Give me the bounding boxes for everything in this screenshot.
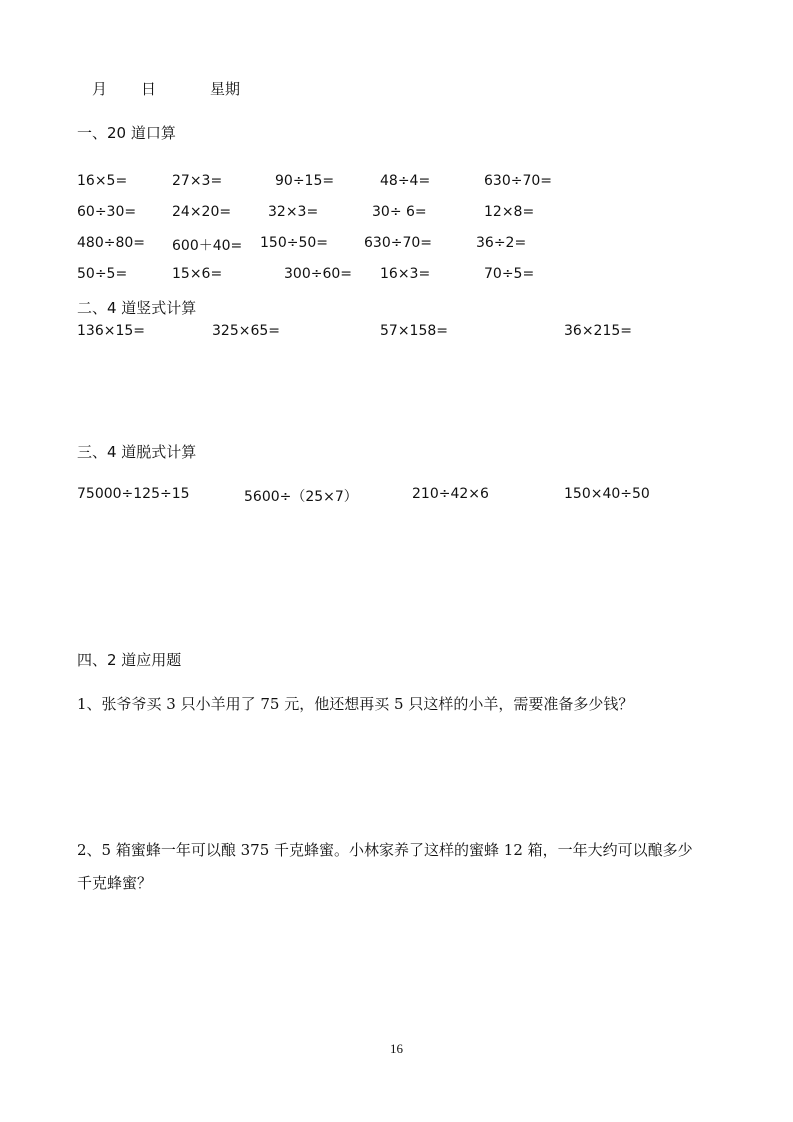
oral-problem: 15×6= <box>172 266 223 282</box>
oral-problem: 50÷5= <box>77 266 128 282</box>
oral-problem: 16×3= <box>380 266 431 282</box>
month-label: 月 <box>92 80 108 98</box>
oral-problem: 36÷2= <box>476 235 527 251</box>
vertical-problem: 325×65= <box>212 323 280 339</box>
oral-problem: 70÷5= <box>484 266 535 282</box>
page-number: 16 <box>390 1041 403 1056</box>
oral-problem: 150÷50= <box>260 235 328 251</box>
oral-problem: 16×5= <box>77 173 128 189</box>
stepwise-problem: 5600÷（25×7） <box>244 489 358 505</box>
oral-problem: 600＋40= <box>172 238 243 254</box>
oral-problem: 48÷4= <box>380 173 431 189</box>
oral-problem: 630÷70= <box>484 173 552 189</box>
day-label: 日 <box>141 80 157 98</box>
stepwise-problem: 150×40÷50 <box>564 486 650 502</box>
oral-problem: 24×20= <box>172 204 232 220</box>
word-problem-2-line1: 2、5 箱蜜蜂一年可以酿 375 千克蜂蜜。小林家养了这样的蜜蜂 12 箱，一年大约可以酿多少 <box>77 841 693 859</box>
oral-problem: 12×8= <box>484 204 535 220</box>
section1-title: 一、20 道口算 <box>77 124 176 142</box>
vertical-problem: 136×15= <box>77 323 145 339</box>
word-problem-1: 1、张爷爷买 3 只小羊用了 75 元，他还想再买 5 只这样的小羊，需要准备多少钱？ <box>77 695 634 713</box>
section4-title: 四、2 道应用题 <box>77 651 182 669</box>
word-problem-2-line2: 千克蜂蜜？ <box>77 874 153 892</box>
oral-problem: 630÷70= <box>364 235 432 251</box>
section3-title: 三、4 道脱式计算 <box>77 443 197 461</box>
vertical-problem: 36×215= <box>564 323 632 339</box>
stepwise-problem: 75000÷125÷15 <box>77 486 190 502</box>
weekday-label: 星期 <box>210 80 241 98</box>
oral-problem: 60÷30= <box>77 204 137 220</box>
stepwise-problem: 210÷42×6 <box>412 486 489 502</box>
oral-problem: 480÷80= <box>77 235 145 251</box>
oral-problem: 27×3= <box>172 173 223 189</box>
oral-problem: 300÷60= <box>284 266 352 282</box>
section2-title: 二、4 道竖式计算 <box>77 299 197 317</box>
vertical-problem: 57×158= <box>380 323 448 339</box>
oral-problem: 30÷ 6= <box>372 204 427 220</box>
oral-problem: 32×3= <box>268 204 319 220</box>
oral-problem: 90÷15= <box>275 173 335 189</box>
